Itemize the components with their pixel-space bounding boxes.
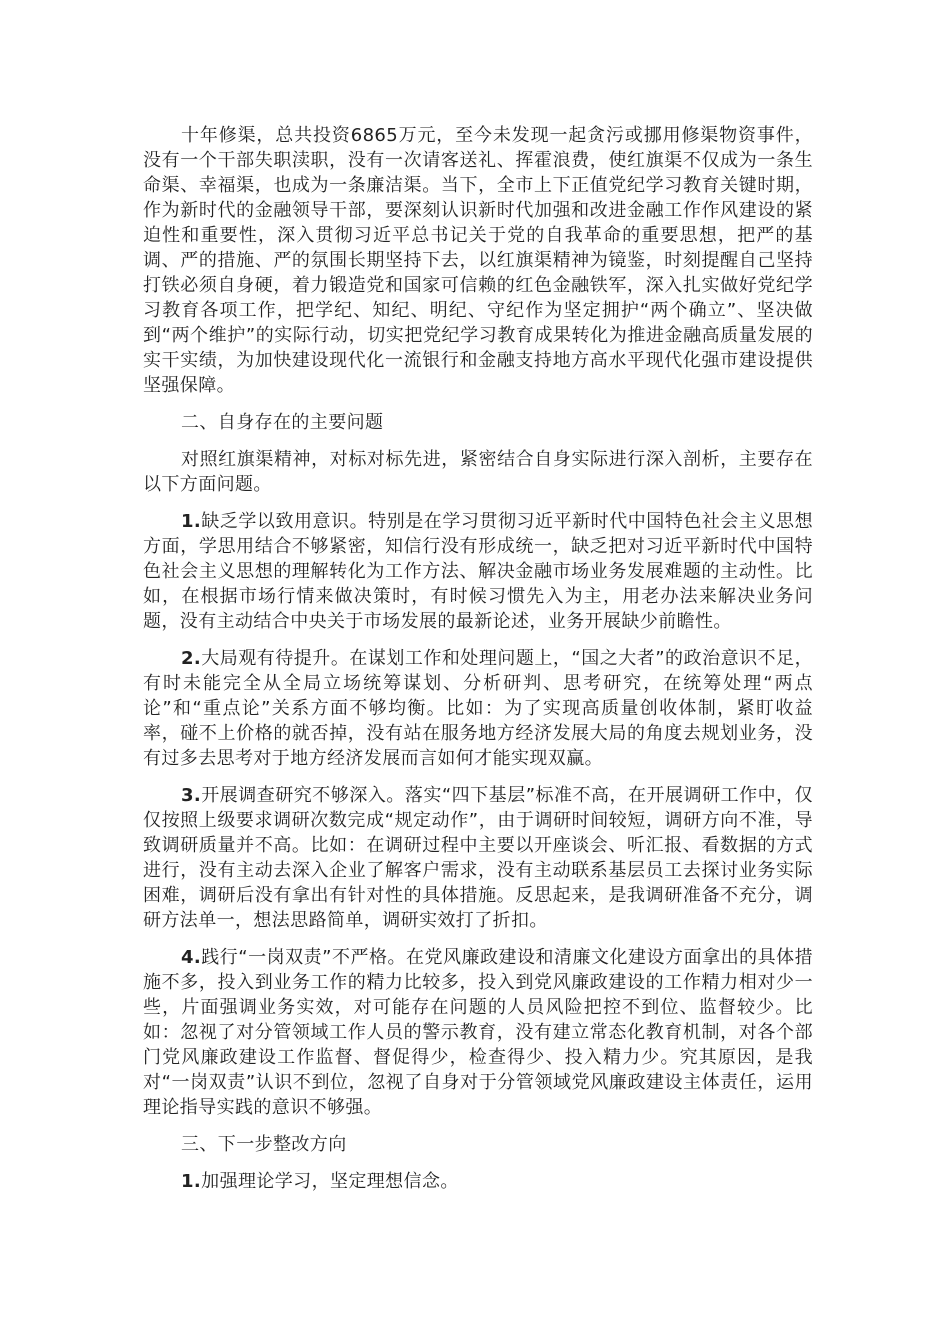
item-number: 3. xyxy=(181,785,202,806)
heading-text: 二、自身存在的主要问题 xyxy=(181,412,384,433)
paragraph-problem-4 xyxy=(143,945,813,1120)
item-number: 4. xyxy=(181,947,202,968)
paragraph-rectification-1 xyxy=(143,1169,813,1194)
document-body xyxy=(143,123,813,1206)
paragraph-text: 加强理论学习，坚定理想信念。 xyxy=(201,1171,459,1192)
paragraph-text: 开展调查研究不够深入。落实“四下基层”标准不高，在开展调研工作中，仅仅按照上级要求调研次数完成“规定动作”，由于调研时间较短，调研方向不准，导致调研质量并不高。比如：在调研过程中主要以开座谈会、听汇报、看数据的方式进行，没有主动去深入企业了解客户需求，没有主动联系基层员工去探讨业务实际困难，调研后没有拿出有针对性的具体措施。反思起来，是我调研准备不充分，调研方法单一，想法思路简单，调研实效打了折扣。 xyxy=(143,785,813,931)
heading-text: 三、下一步整改方向 xyxy=(181,1134,347,1155)
paragraph-problems-intro xyxy=(143,447,813,497)
item-number: 1. xyxy=(181,1171,202,1192)
paragraph-text: 对照红旗渠精神，对标对标先进，紧密结合自身实际进行深入剖析，主要存在以下方面问题。 xyxy=(143,449,813,495)
section-heading-problems xyxy=(143,410,813,435)
item-number: 2. xyxy=(181,648,202,669)
paragraph-problem-3 xyxy=(143,783,813,933)
paragraph-text: 践行“一岗双责”不严格。在党风廉政建设和清廉文化建设方面拿出的具体措施不多，投入到业务工作的精力比较多，投入到党风廉政建设的工作精力相对少一些，片面强调业务实效，对可能存在问题的人员风险把控不到位、监督较少。比如：忽视了对分管领域工作人员的警示教育，没有建立常态化教育机制，对各个部门党风廉政建设工作监督、督促得少，检查得少、投入精力少。究其原因，是我对“一岗双责”认识不到位，忽视了自身对于分管领域党风廉政建设主体责任，运用理论指导实践的意识不够强。 xyxy=(143,947,813,1118)
section-heading-rectification xyxy=(143,1132,813,1157)
paragraph-text: 大局观有待提升。在谋划工作和处理问题上，“国之大者”的政治意识不足，有时未能完全从全局立场统筹谋划、分析研判、思考研究，在统筹处理“两点论”和“重点论”关系方面不够均衡。比如：为了实现高质量创收体制，紧盯收益率，碰不上价格的就否掉，没有站在服务地方经济发展大局的角度去规划业务，没有过多去思考对于地方经济发展而言如何才能实现双赢。 xyxy=(143,648,813,769)
paragraph-text: 十年修渠，总共投资6865万元，至今未发现一起贪污或挪用修渠物资事件，没有一个干部失职渎职，没有一次请客送礼、挥霍浪费，使红旗渠不仅成为一条生命渠、幸福渠，也成为一条廉洁渠。当下，全市上下正值党纪学习教育关键时期，作为新时代的金融领导干部，要深刻认识新时代加强和改进金融工作作风建设的紧迫性和重要性，深入贯彻习近平总书记关于党的自我革命的重要思想，把严的基调、严的措施、严的氛围长期坚持下去，以红旗渠精神为镜鉴，时刻提醒自己坚持打铁必须自身硬，着力锻造党和国家可信赖的红色金融铁军，深入扎实做好党纪学习教育各项工作，把学纪、知纪、明纪、守纪作为坚定拥护“两个确立”、坚决做到“两个维护”的实际行动，切实把党纪学习教育成果转化为推进金融高质量发展的实干实绩，为加快建设现代化一流银行和金融支持地方高水平现代化强市建设提供坚强保障。 xyxy=(143,125,813,396)
item-number: 1. xyxy=(181,511,202,532)
paragraph-text: 缺乏学以致用意识。特别是在学习贯彻习近平新时代中国特色社会主义思想方面，学思用结合不够紧密，知信行没有形成统一，缺乏把对习近平新时代中国特色社会主义思想的理解转化为工作方法、解决金融市场业务发展难题的主动性。比如，在根据市场行情来做决策时，有时候习惯先入为主，用老办法来解决业务问题，没有主动结合中央关于市场发展的最新论述，业务开展缺少前瞻性。 xyxy=(143,511,813,632)
paragraph-intro xyxy=(143,123,813,398)
paragraph-problem-1 xyxy=(143,509,813,634)
paragraph-problem-2 xyxy=(143,646,813,771)
